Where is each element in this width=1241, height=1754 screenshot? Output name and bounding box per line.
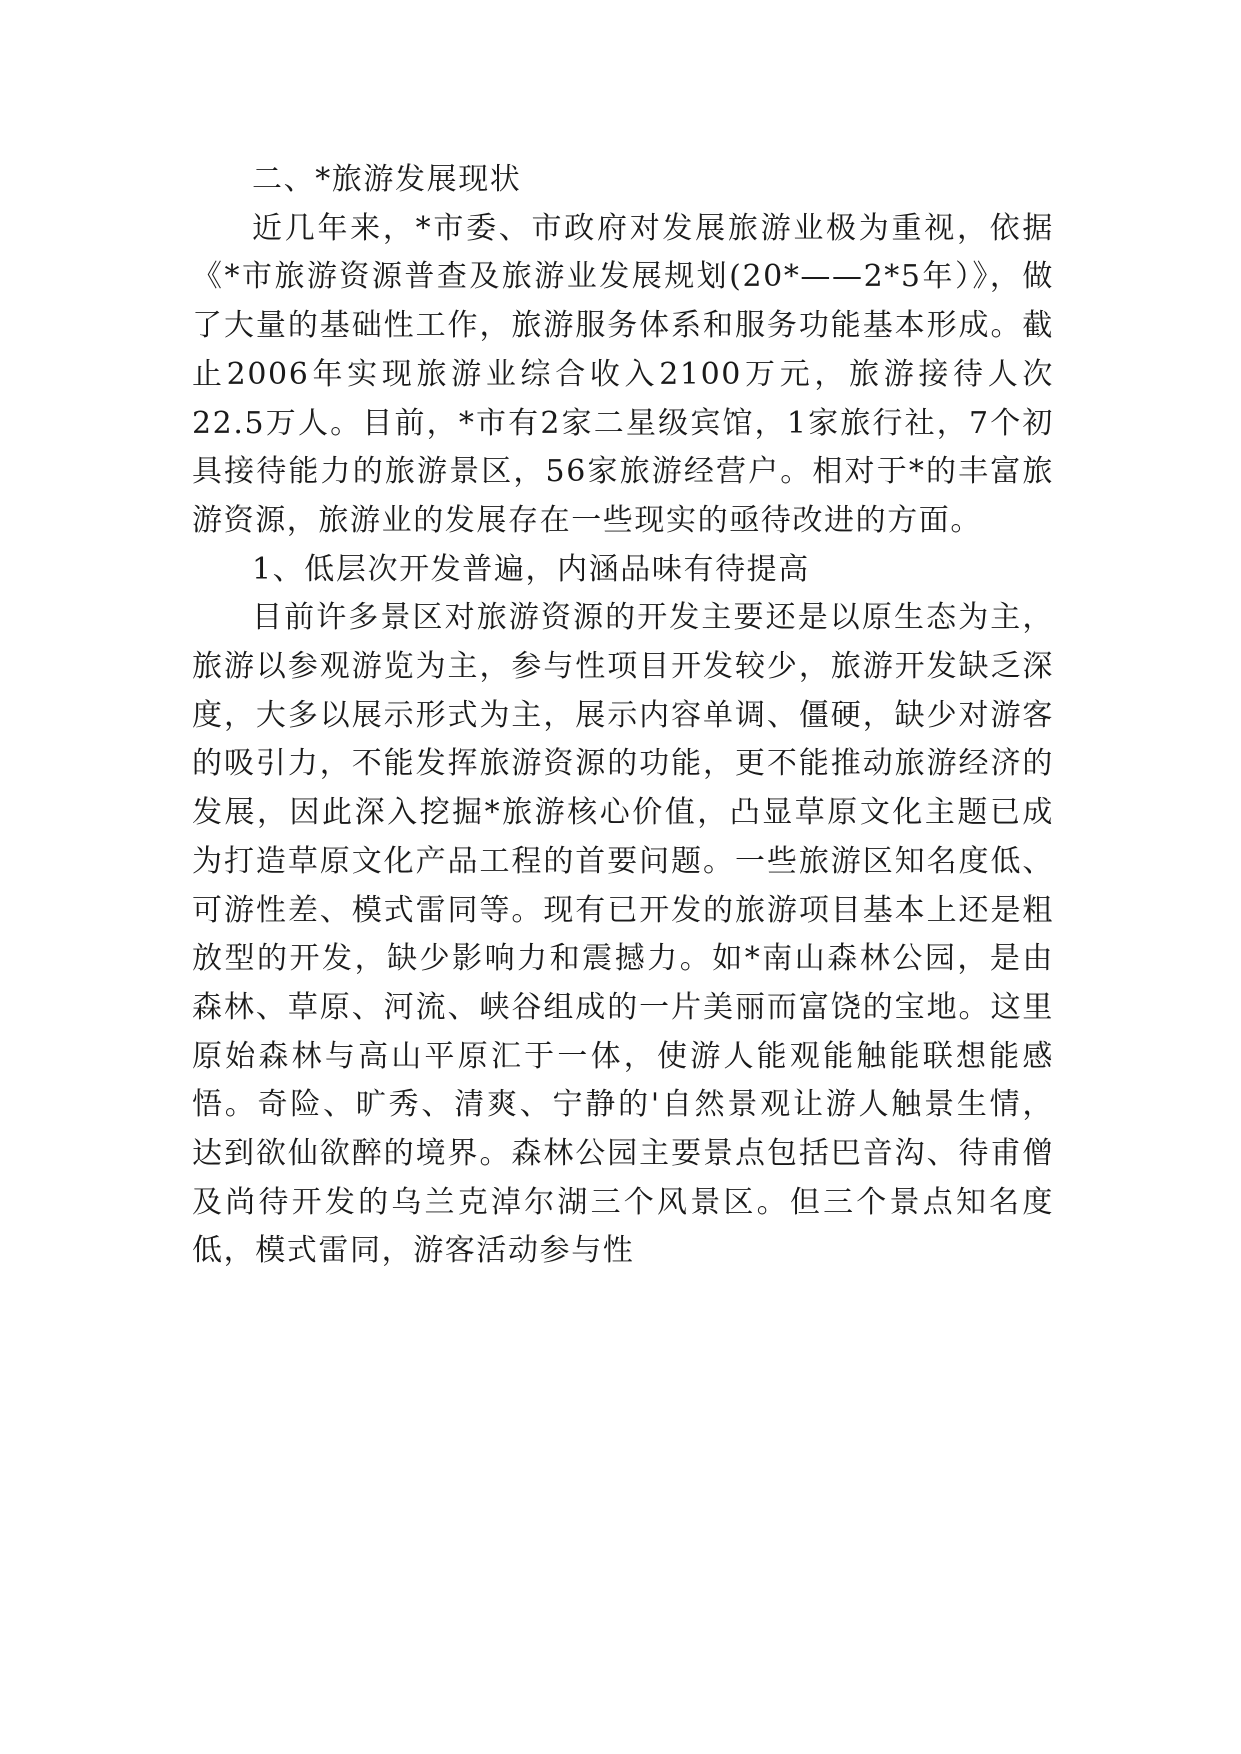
paragraph: 近几年来，*市委、市政府对发展旅游业极为重视，依据《*市旅游资源普查及旅游业发展规划(20*——2*5年）》，做了大量的基础性工作，旅游服务体系和服务功能基本形成。截止2006年实现旅游业综合收入2100万元，旅游接待人次22.5万人。目前，*市有2家二星级宾馆，1家旅行社，7个初具接待能力的旅游景区，56家旅游经营户。相对于*的丰富旅游资源，旅游业的发展存在一些现实的亟待改进的方面。: [192, 210, 1054, 538]
document-body: [192, 156, 1054, 1276]
paragraph: 目前许多景区对旅游资源的开发主要还是以原生态为主，旅游以参观游览为主，参与性项目开发较少，旅游开发缺乏深度，大多以展示形式为主，展示内容单调、僵硬，缺少对游客的吸引力，不能发挥旅游资源的功能，更不能推动旅游经济的发展，因此深入挖掘*旅游核心价值，凸显草原文化主题已成为打造草原文化产品工程的首要问题。一些旅游区知名度低、可游性差、模式雷同等。现有已开发的旅游项目基本上还是粗放型的开发，缺少影响力和震撼力。如*南山森林公园，是由森林、草原、河流、峡谷组成的一片美丽而富饶的宝地。这里原始森林与高山平原汇于一体，使游人能观能触能联想能感悟。奇险、旷秀、清爽、宁静的'自然景观让游人触景生情，达到欲仙欲醉的境界。森林公园主要景点包括巴音沟、待甫僧及尚待开发的乌兰克淖尔湖三个风景区。但三个景点知名度低，模式雷同，游客活动参与性: [192, 600, 1054, 1269]
subheading: 1、低层次开发普遍，内涵品味有待提高: [252, 551, 810, 587]
section-heading: 二、*旅游发展现状: [252, 162, 522, 197]
